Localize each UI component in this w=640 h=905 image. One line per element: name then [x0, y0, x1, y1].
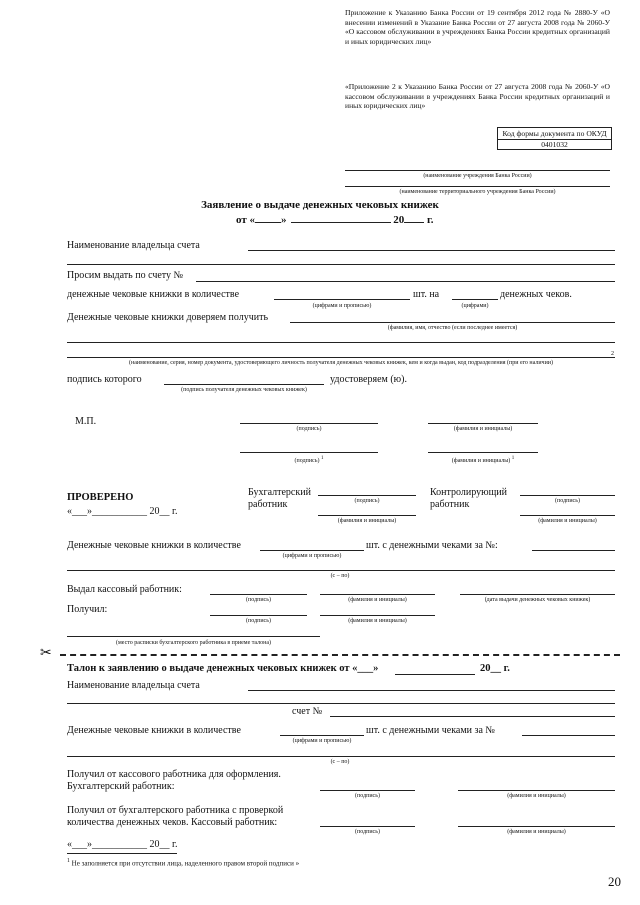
received-fio-hint: (фамилия и инициалы)	[348, 618, 407, 624]
year-suffix: г.	[427, 214, 434, 226]
doc-field[interactable]	[67, 357, 615, 358]
stub-received-cashier-2: Бухгалтерский работник:	[67, 781, 175, 792]
controller-label-1	[430, 487, 518, 511]
checks-hint: (цифрами)	[461, 303, 489, 309]
date-day-field[interactable]	[255, 222, 281, 223]
stub-acc-fio-hint: (фамилия и инициалы)	[507, 793, 566, 799]
stub-range-field[interactable]	[67, 756, 615, 757]
scissors-icon: ✂	[40, 646, 52, 661]
owner-field[interactable]	[248, 250, 615, 251]
stub-range-hint: (с – по)	[330, 759, 350, 765]
stub-acc-sign-field[interactable]	[320, 790, 415, 791]
stub-qty-field[interactable]	[280, 735, 364, 736]
stub-owner-label: Наименование владельца счета	[67, 680, 200, 691]
stub-cashier-sign-hint: (подпись)	[355, 829, 380, 835]
trust-field[interactable]	[290, 322, 615, 323]
issued-qty-hint: (цифрами и прописью)	[282, 553, 342, 559]
doc-hint: (наименование, серия, номер документа, удостоверяющего личность получателя денежных чековых книжек, кем и когда выдан, код подразделения (при его наличии)	[129, 360, 553, 366]
account-field[interactable]	[196, 281, 615, 282]
head-sign-field[interactable]	[240, 423, 378, 424]
checked-label: ПРОВЕРЕНО	[67, 492, 134, 503]
date-prefix: от «	[236, 214, 256, 226]
head-fio-field[interactable]	[428, 423, 538, 424]
stub-checks-label: шт. с денежными чеками за №	[366, 725, 495, 736]
second-sign-field[interactable]	[240, 452, 378, 453]
bank-name-hint: (наименование учреждения Банка России)	[423, 173, 532, 179]
issue-date-field[interactable]	[460, 594, 615, 595]
receipt-place-field[interactable]	[67, 636, 320, 637]
stub-cashier-sign-field[interactable]	[320, 826, 415, 827]
stub-acc-sign-hint: (подпись)	[355, 793, 380, 799]
checked-date[interactable]: «___»___________ 20__ г.	[67, 506, 178, 517]
qty-label: денежные чековые книжки в количестве	[67, 289, 240, 300]
date-year-field[interactable]	[404, 222, 424, 223]
okud-code: 0401032	[498, 139, 611, 149]
second-fio-hint	[428, 455, 538, 465]
branch-name-line[interactable]	[345, 186, 610, 187]
cut-line	[60, 654, 620, 656]
issued-checks-label: шт. с денежными чеками за №:	[366, 540, 498, 551]
head-fio-hint: (фамилия и инициалы)	[453, 426, 513, 432]
date-month-field[interactable]	[291, 222, 391, 223]
branch-name-hint: (наименование территориального учреждения Банка России)	[399, 189, 556, 195]
cashier-fio-hint: (фамилия и инициалы)	[348, 597, 407, 603]
controller-sign-field[interactable]	[520, 495, 615, 496]
received-sign-field[interactable]	[210, 615, 307, 616]
second-fio-field[interactable]	[428, 452, 538, 453]
footnote	[67, 857, 299, 868]
bank-name-line[interactable]	[345, 170, 610, 171]
stub-cashier-fio-field[interactable]	[458, 826, 615, 827]
cashier-fio-field[interactable]	[320, 594, 435, 595]
issued-range-field[interactable]	[67, 570, 615, 571]
stub-acc-fio-field[interactable]	[458, 790, 615, 791]
okud-label: Код формы документа по ОКУД	[502, 129, 607, 138]
footnote-mark: 1	[67, 858, 70, 864]
stub-account-label: счет №	[292, 706, 323, 717]
accountant-sign-hint: (подпись)	[354, 498, 380, 504]
recipient-sign-hint: (подпись получателя денежных чековых книжек)	[181, 387, 307, 393]
trust-field-2[interactable]	[67, 342, 615, 343]
cashier-sign-hint: (подпись)	[246, 597, 271, 603]
accountant-label-1	[248, 487, 320, 511]
stub-received-acc-2: количества денежных чеков. Кассовый работник:	[67, 817, 278, 828]
mp-label: М.П.	[75, 416, 97, 427]
checks-count-field[interactable]	[452, 299, 498, 300]
second-sign-sup: 1	[320, 456, 324, 461]
issued-range-hint: (с – по)	[330, 573, 350, 579]
cashier-label: Выдал кассовый работник:	[67, 584, 182, 595]
issued-checks-field[interactable]	[532, 550, 615, 551]
okud-box	[497, 127, 612, 150]
accountant-sign-field[interactable]	[318, 495, 416, 496]
doc-superscript: 2	[611, 351, 614, 357]
stub-date-field[interactable]	[395, 674, 475, 675]
header-note-1: Приложение к Указанию Банка России от 19 сентября 2012 года № 2880-У «О внесении изменений в Указание Банка России от 27 августа 2008 года № 2060-У «О кассовом обслуживании в учреждениях Банка России кредитных организаций и иных юридических лиц»	[345, 8, 610, 46]
trust-hint: (фамилия, имя, отчество (если последнее имеется)	[387, 325, 518, 331]
receipt-place-hint: (место расписки бухгалтерского работника в приеме талона)	[115, 640, 272, 646]
qty-field[interactable]	[274, 299, 410, 300]
received-fio-field[interactable]	[320, 615, 435, 616]
controller-sign-hint: (подпись)	[555, 498, 580, 504]
cashier-sign-field[interactable]	[210, 594, 307, 595]
certify-label: удостоверяем (ю).	[330, 374, 407, 385]
stub-date[interactable]: «___»___________ 20__ г.	[67, 839, 178, 850]
footnote-rule	[67, 853, 177, 854]
signature-of-label: подпись которого	[67, 374, 142, 385]
qty-hint: (цифрами и прописью)	[312, 303, 372, 309]
stub-qty-hint: (цифрами и прописью)	[292, 738, 352, 744]
second-sign-hint-text: (подпись)	[294, 458, 320, 464]
issued-qty-field[interactable]	[260, 550, 364, 551]
owner-field-2[interactable]	[67, 264, 615, 265]
controller-label-text: Контролирующий работник	[430, 487, 507, 510]
stub-checks-field[interactable]	[522, 735, 615, 736]
recipient-sign-field[interactable]	[164, 384, 324, 385]
year-prefix: 20	[393, 214, 405, 226]
accountant-fio-field[interactable]	[318, 515, 416, 516]
stub-year[interactable]: 20__ г.	[480, 663, 510, 674]
qty-unit: шт. на	[413, 289, 440, 300]
issue-date-hint: (дата выдачи денежных чековых книжек)	[484, 597, 591, 603]
second-fio-hint-text: (фамилия и инициалы)	[451, 458, 511, 464]
header-note-2: «Приложение 2 к Указанию Банка России от 27 августа 2008 года № 2060-У «О кассовом обслуживании в учреждениях Банка России кредитных организаций и иных юридических лиц»	[345, 82, 610, 111]
stub-cashier-fio-hint: (фамилия и инициалы)	[507, 829, 566, 835]
second-sign-hint	[240, 455, 378, 465]
stub-qty-label: Денежные чековые книжки в количестве	[67, 725, 241, 736]
controller-fio-field[interactable]	[520, 515, 615, 516]
trust-label: Денежные чековые книжки доверяем получить	[67, 312, 269, 323]
head-sign-hint: (подпись)	[296, 426, 322, 432]
form-date	[236, 214, 434, 226]
stub-owner-field[interactable]	[248, 690, 615, 691]
checks-label: денежных чеков.	[500, 289, 572, 300]
stub-owner-field-2[interactable]	[67, 703, 615, 704]
stub-received-acc-1: Получил от бухгалтерского работника с проверкой	[67, 805, 284, 816]
accountant-label-text: Бухгалтерский работник	[248, 487, 311, 510]
stub-received-cashier-1: Получил от кассового работника для оформления.	[67, 769, 281, 780]
received-label: Получил:	[67, 604, 108, 615]
stub-account-field[interactable]	[330, 716, 615, 717]
controller-fio-hint: (фамилия и инициалы)	[538, 518, 597, 524]
received-sign-hint: (подпись)	[246, 618, 271, 624]
date-mid: »	[281, 214, 287, 226]
second-fio-sup: 1	[511, 456, 515, 461]
stub-title: Талон к заявлению о выдаче денежных чековых книжек от «___»	[67, 663, 379, 674]
page-number: 20	[608, 874, 621, 889]
accountant-fio-hint: (фамилия и инициалы)	[337, 518, 397, 524]
form-title: Заявление о выдаче денежных чековых книжек	[201, 199, 439, 211]
account-label: Просим выдать по счету №	[67, 270, 184, 281]
footnote-text: Не заполняется при отсутствии лица, наделенного правом второй подписи »	[71, 859, 300, 868]
issued-qty-label: Денежные чековые книжки в количестве	[67, 540, 241, 551]
owner-label: Наименование владельца счета	[67, 240, 200, 251]
